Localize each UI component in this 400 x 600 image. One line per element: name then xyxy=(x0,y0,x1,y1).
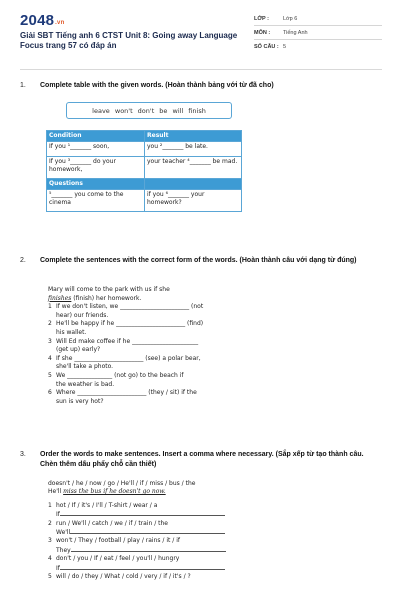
table-header-result: Result xyxy=(145,131,242,142)
site-logo[interactable] xyxy=(20,12,64,29)
meta-value: 5 xyxy=(283,44,287,50)
list-item xyxy=(48,502,248,510)
item-words: don't / you / If / eat / feel / you'll / hungry xyxy=(56,555,180,563)
question-text: Complete the sentences with the correct form of the words. (Hoàn thành câu với dạng từ đúng) xyxy=(40,257,357,264)
header-divider xyxy=(20,69,382,70)
item-continuation: his wallet. xyxy=(56,328,87,336)
item-number: 1 xyxy=(48,501,52,509)
item-number: 5 xyxy=(48,371,52,379)
example-answer: finishes xyxy=(48,294,72,302)
item-number: 4 xyxy=(48,555,52,563)
blank[interactable] xyxy=(70,528,225,534)
answer-start: If xyxy=(56,564,60,572)
item-continuation: the weather is bad. xyxy=(56,380,115,388)
blank[interactable] xyxy=(60,510,225,516)
document-title: Giải SBT Tiếng anh 6 CTST Unit 8: Going away Language Focus trang 57 có đáp án xyxy=(20,31,238,50)
example-line: Mary will come to the park with us if she xyxy=(48,286,170,293)
table-cell: ⁵_______ you come to the cinema xyxy=(47,190,145,212)
answer-line xyxy=(48,510,248,519)
table-header-condition: Condition xyxy=(47,131,145,142)
exercise-body xyxy=(48,480,248,581)
table-header-questions: Questions xyxy=(47,179,145,190)
list-item xyxy=(48,372,244,381)
meta-label: SỐ CÂU : xyxy=(254,44,279,50)
item-text: He'll be happy if he _______________________ (find) xyxy=(56,320,204,328)
meta-value: Lớp 6 xyxy=(283,15,298,22)
item-number: 6 xyxy=(48,389,52,397)
list-item xyxy=(48,303,244,312)
item-continuation: hear) our friends. xyxy=(56,311,109,319)
item-words: hot / If / it's / I'll / T-shirt / wear / a xyxy=(56,501,158,509)
answer-line xyxy=(48,546,248,555)
question-number: 1. xyxy=(20,82,26,89)
list-item xyxy=(48,555,248,563)
list-item xyxy=(48,389,244,398)
item-number: 4 xyxy=(48,354,52,362)
item-words: run / We'll / catch / we / if / train / the xyxy=(56,519,168,527)
example-prefix: He'll xyxy=(48,488,62,496)
answer-line xyxy=(48,528,248,537)
table-cell: if you ⁶_______ your homework? xyxy=(145,190,242,212)
example-rest: (finish) her homework. xyxy=(71,294,142,302)
example-line xyxy=(48,488,248,496)
table-header-empty xyxy=(145,179,242,190)
page-header xyxy=(0,0,400,68)
item-continuation: sun is very hot? xyxy=(56,397,104,405)
conditional-table xyxy=(46,130,242,212)
meta-table xyxy=(254,12,382,54)
example-answer: miss the bus if he doesn't go now. xyxy=(63,488,166,496)
item-words: will / do / they / What / cold / very / if / it's / ? xyxy=(56,573,191,581)
item-number: 3 xyxy=(48,337,52,345)
table-cell: your teacher ⁴_______ be mad. xyxy=(145,157,242,179)
meta-row-subject xyxy=(254,26,382,40)
answer-start: We'll xyxy=(56,529,71,537)
answer-start: If xyxy=(56,511,60,519)
item-number: 2 xyxy=(48,320,52,328)
item-number: 2 xyxy=(48,519,52,527)
item-continuation: she'll take a photo. xyxy=(56,363,114,371)
item-text: If we don't listen, we _______________________ (not xyxy=(56,303,204,311)
table-cell: you ²_______ be late. xyxy=(145,142,242,157)
item-number: 1 xyxy=(48,303,52,311)
meta-row-count xyxy=(254,40,382,54)
blank[interactable] xyxy=(60,564,225,570)
question-number: 3. xyxy=(20,451,26,458)
exercise-body xyxy=(48,286,244,406)
question-text: Complete table with the given words. (Hoàn thành bảng với từ đã cho) xyxy=(40,82,274,89)
meta-row-class xyxy=(254,12,382,26)
question-text: Order the words to make sentences. Insert a comma where necessary. (Sắp xếp từ tạo thành câu. Chèn thêm dấu phẩy chỗ cần thiết) xyxy=(40,451,364,468)
list-item xyxy=(48,355,244,364)
list-item xyxy=(48,537,248,545)
item-number: 5 xyxy=(48,573,52,581)
example-words: doesn't / he / now / go / He'll / if / miss / bus / the xyxy=(48,480,196,487)
list-item xyxy=(48,573,248,581)
meta-label: MÔN : xyxy=(254,29,271,36)
table-cell: If you ³_______ do your homework, xyxy=(47,157,145,179)
blank[interactable] xyxy=(71,546,226,552)
meta-label: LỚP : xyxy=(254,15,269,22)
list-item xyxy=(48,338,244,347)
word-box: leave won't don't be will finish xyxy=(66,102,232,119)
list-item xyxy=(48,320,244,329)
answer-line xyxy=(48,564,248,573)
item-number: 3 xyxy=(48,537,52,545)
meta-value: Tiếng Anh xyxy=(283,29,308,36)
item-continuation: (get up) early? xyxy=(56,346,101,354)
item-text: If she _______________________ (see) a polar bear, xyxy=(56,354,201,362)
question-number: 2. xyxy=(20,257,26,264)
item-text: We _______________ (not go) to the beach if xyxy=(56,371,184,379)
item-text: Will Ed make coffee if he ______________________ xyxy=(56,337,199,345)
item-words: won't / They / football / play / rains / it / if xyxy=(56,537,180,545)
example-line xyxy=(48,295,244,304)
logo-text: 2048 xyxy=(20,12,55,29)
answer-start: They xyxy=(56,546,71,554)
list-item xyxy=(48,520,248,528)
logo-suffix: .vn xyxy=(55,20,65,26)
item-text: Where _______________________ (they / sit) if the xyxy=(56,389,197,397)
table-cell: If you ¹_______ soon, xyxy=(47,142,145,157)
